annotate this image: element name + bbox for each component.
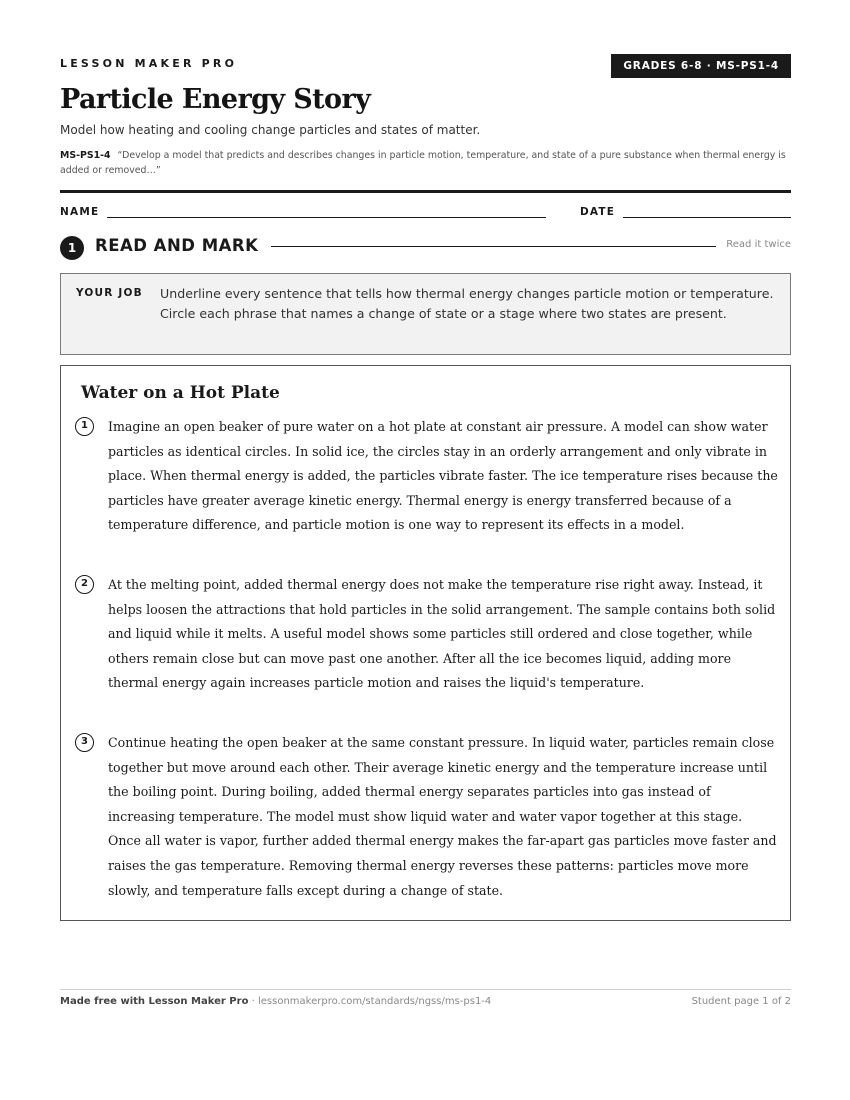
section-title: READ AND MARK xyxy=(95,236,259,255)
name-field-line[interactable] xyxy=(107,217,546,218)
date-field-line[interactable] xyxy=(623,217,791,218)
brand-name: LESSON MAKER PRO xyxy=(60,57,238,70)
paragraph-text: At the melting point, added thermal energy does not make the temperature rise right away. Instead, it helps loosen the attractions that hold particles in the solid arrangement. The sample contains both solid and liquid while it melts. A useful model shows some particles still ordered and close together, while others remain close but can move past one another. After all the ice becomes liquid, adding more thermal energy again increases particle motion and raises the liquid's temperature. xyxy=(108,577,776,691)
paragraph-text: Continue heating the open beaker at the same constant pressure. In liquid water, particles remain close together but move around each other. Their average kinetic energy and the temperature increase until the boiling point. During boiling, added thermal energy separates particles into gas instead of increasing temperature. The model must show liquid water and water vapor together at this stage. Once all water is vapor, further added thermal energy makes the far-apart gas particles move faster and raises the gas temperature. Removing thermal energy reverses these patterns: particles move more slowly, and temperature falls except during a change of state. xyxy=(108,735,777,898)
job-instructions-box xyxy=(60,273,791,355)
reading-title: Water on a Hot Plate xyxy=(81,383,280,403)
footer-page-number: Student page 1 of 2 xyxy=(691,996,791,1007)
standard-code: MS-PS1-4 xyxy=(60,150,111,161)
section-number-badge: 1 xyxy=(60,236,84,260)
footer-url[interactable]: · lessonmakerpro.com/standards/ngss/ms-ps1-4 xyxy=(248,996,492,1007)
page-title: Particle Energy Story xyxy=(60,84,371,115)
paragraph-number: 2 xyxy=(75,575,94,594)
reading-passage-box xyxy=(60,365,791,921)
section-note: Read it twice xyxy=(726,239,791,250)
header-divider xyxy=(60,190,791,193)
paragraph-number: 1 xyxy=(75,417,94,436)
job-label: YOUR JOB xyxy=(76,287,143,299)
paragraph-text: Imagine an open beaker of pure water on a hot plate at constant air pressure. A model can show water particles as identical circles. In solid ice, the circles stay in an orderly arrangement and only vibrate in place. When thermal energy is added, the particles vibrate faster. The ice temperature rises because the particles have greater average kinetic energy. Thermal energy is energy transferred because of a temperature difference, and particle motion is one way to represent its effects in a model. xyxy=(108,419,778,533)
name-label: NAME xyxy=(60,206,100,218)
date-label: DATE xyxy=(580,206,616,218)
paragraph-number: 3 xyxy=(75,733,94,752)
footer-credit xyxy=(60,996,491,1007)
job-text: Underline every sentence that tells how thermal energy changes particle motion or temperature. Circle each phrase that names a change of state or a stage where two states are present. xyxy=(160,286,774,321)
footer-made-with: Made free with Lesson Maker Pro xyxy=(60,996,249,1007)
section-divider xyxy=(271,246,716,247)
standard-statement xyxy=(60,148,791,178)
standard-quote: “Develop a model that predicts and describes changes in particle motion, temperature, and state of a pure substance when thermal energy is added or removed…” xyxy=(60,150,786,176)
grade-badge: GRADES 6-8 · MS-PS1-4 xyxy=(611,54,791,78)
footer-divider xyxy=(60,989,791,990)
worksheet-page xyxy=(60,0,791,1100)
page-subtitle: Model how heating and cooling change particles and states of matter. xyxy=(60,123,481,137)
